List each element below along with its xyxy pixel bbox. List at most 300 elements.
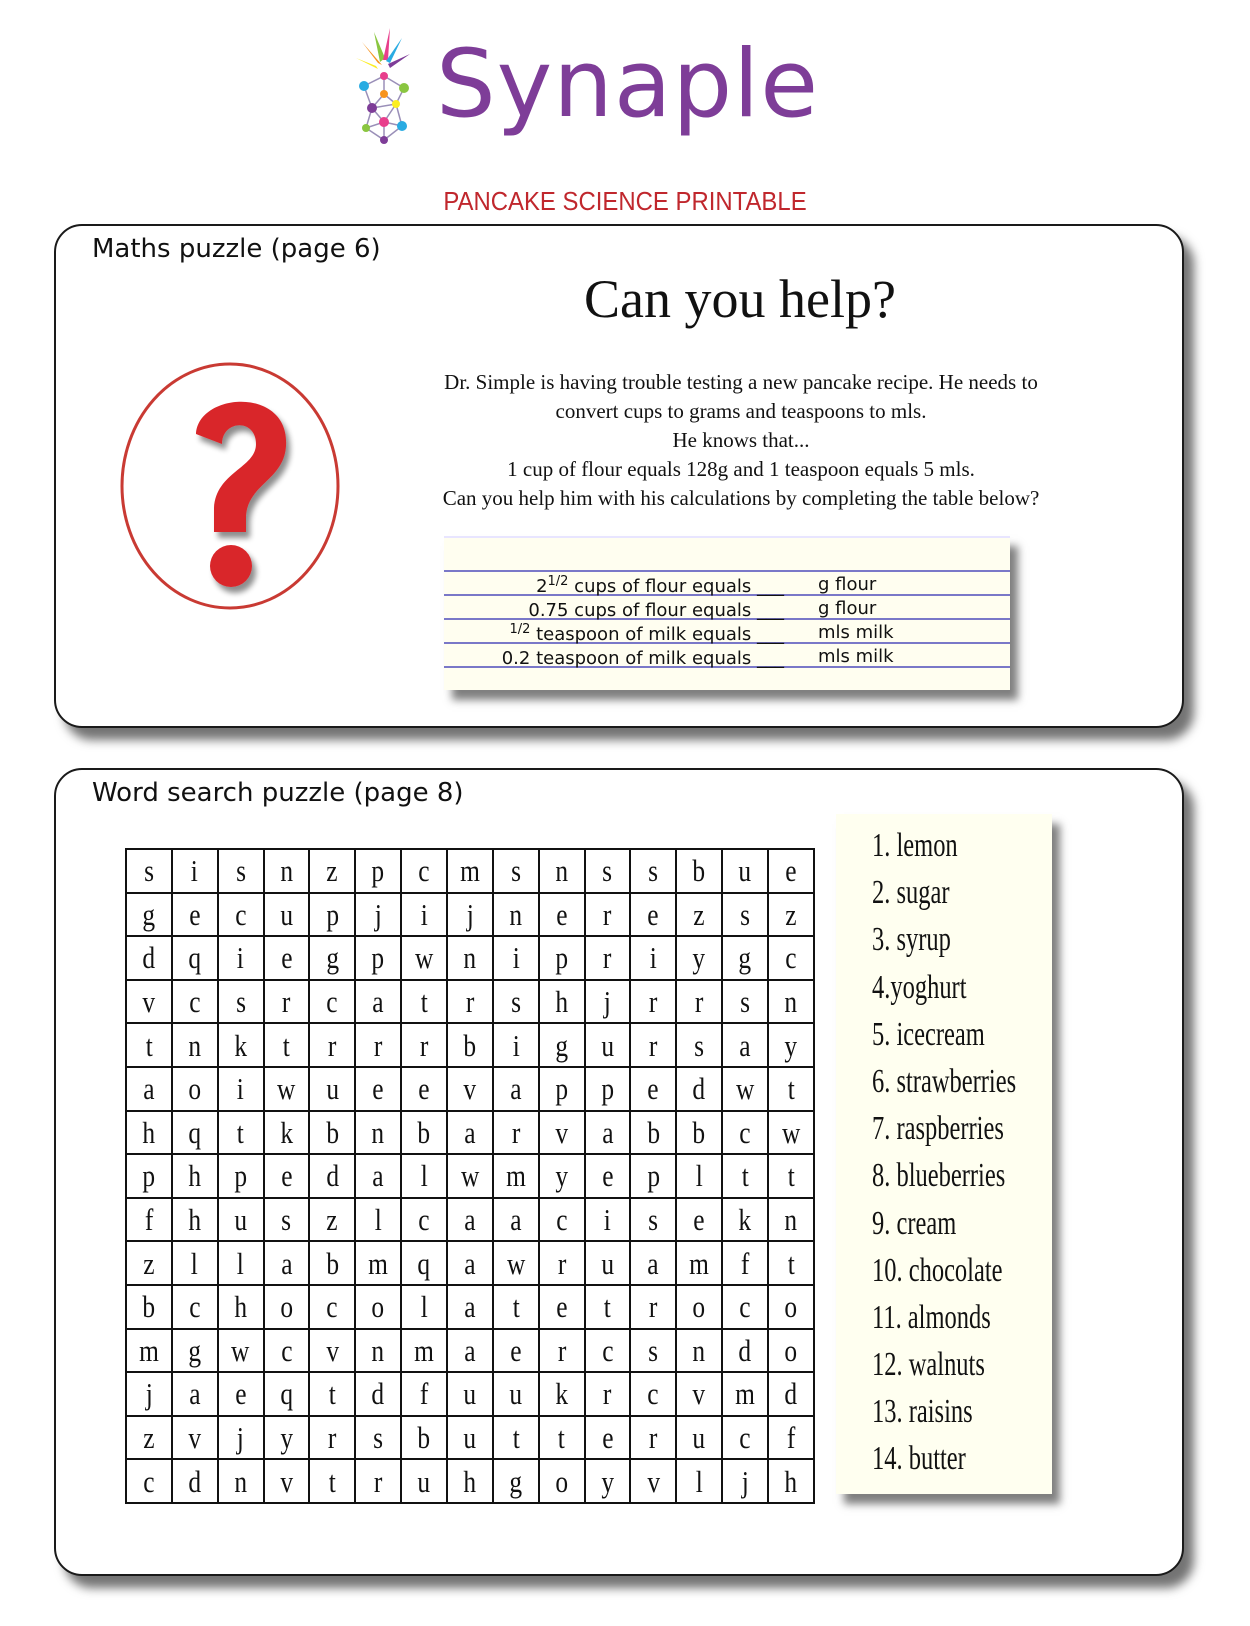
grid-cell[interactable] (493, 936, 539, 980)
grid-cell[interactable] (401, 1372, 447, 1416)
grid-cell[interactable] (172, 1416, 218, 1460)
grid-cell[interactable] (447, 1023, 493, 1067)
grid-letter: b (326, 1114, 339, 1150)
grid-cell[interactable] (401, 1067, 447, 1111)
grid-letter: v (280, 1463, 293, 1499)
grid-cell[interactable] (126, 893, 172, 937)
grid-cell[interactable] (126, 1023, 172, 1067)
grid-cell[interactable] (447, 936, 493, 980)
grid-cell[interactable] (264, 1154, 310, 1198)
grid-cell[interactable] (493, 1241, 539, 1285)
grid-cell[interactable] (585, 1329, 631, 1373)
grid-cell[interactable] (447, 980, 493, 1024)
grid-cell[interactable] (172, 1154, 218, 1198)
word-list-item: 1. lemon (872, 827, 958, 864)
grid-letter: c (234, 896, 247, 932)
grid-cell[interactable] (447, 1372, 493, 1416)
grid-cell[interactable] (722, 1198, 768, 1242)
grid-cell[interactable] (676, 1285, 722, 1329)
grid-letter: t (328, 1376, 336, 1412)
grid-cell[interactable] (126, 1372, 172, 1416)
grid-cell[interactable] (355, 1329, 401, 1373)
grid-cell[interactable] (172, 1285, 218, 1329)
grid-cell[interactable] (309, 1198, 355, 1242)
grid-cell[interactable] (355, 1111, 401, 1155)
grid-letter: d (784, 1376, 798, 1412)
grid-cell[interactable] (447, 1067, 493, 1111)
grid-cell[interactable] (585, 980, 631, 1024)
grid-letter: r (328, 1420, 337, 1456)
grid-cell[interactable] (722, 1241, 768, 1285)
grid-letter: j (466, 896, 474, 932)
grid-letter: f (144, 1202, 154, 1238)
grid-cell[interactable] (401, 1023, 447, 1067)
grid-letter: f (419, 1376, 429, 1412)
grid-cell[interactable] (630, 1241, 676, 1285)
word-search-grid (125, 848, 815, 1504)
grid-cell[interactable] (493, 1285, 539, 1329)
word-search-panel-title: Word search puzzle (page 8) (92, 778, 464, 808)
grid-cell[interactable] (585, 1372, 631, 1416)
conversion-unit: mls milk (818, 622, 894, 643)
grid-cell[interactable] (722, 1154, 768, 1198)
grid-letter: s (648, 1202, 659, 1238)
grid-cell[interactable] (539, 1198, 585, 1242)
grid-cell[interactable] (355, 1154, 401, 1198)
grid-cell[interactable] (493, 980, 539, 1024)
grid-cell[interactable] (218, 1198, 264, 1242)
grid-letter: p (326, 896, 339, 932)
grid-cell[interactable] (493, 1067, 539, 1111)
grid-cell[interactable] (126, 1111, 172, 1155)
grid-cell[interactable] (539, 1023, 585, 1067)
grid-cell[interactable] (309, 1067, 355, 1111)
grid-letter: s (143, 853, 154, 889)
grid-letter: a (510, 1071, 522, 1107)
grid-cell[interactable] (218, 1372, 264, 1416)
grid-cell[interactable] (676, 1416, 722, 1460)
word-list (872, 822, 1072, 1483)
grid-cell[interactable] (630, 1285, 676, 1329)
grid-letter: z (143, 1245, 155, 1281)
grid-row (126, 1416, 814, 1460)
grid-cell[interactable] (630, 1023, 676, 1067)
grid-letter: p (555, 940, 569, 976)
grid-cell[interactable] (355, 1241, 401, 1285)
grid-cell[interactable] (309, 1023, 355, 1067)
grid-cell[interactable] (768, 1067, 814, 1111)
grid-cell[interactable] (264, 1285, 310, 1329)
grid-letter: e (647, 1071, 659, 1107)
grid-cell[interactable] (264, 1241, 310, 1285)
grid-cell[interactable] (676, 1023, 722, 1067)
grid-cell[interactable] (493, 893, 539, 937)
grid-cell[interactable] (768, 1154, 814, 1198)
grid-cell[interactable] (676, 849, 722, 893)
grid-cell[interactable] (218, 849, 264, 893)
grid-cell[interactable] (218, 1154, 264, 1198)
grid-cell[interactable] (768, 1329, 814, 1373)
grid-cell[interactable] (172, 1198, 218, 1242)
grid-letter: r (373, 1463, 383, 1499)
grid-cell[interactable] (264, 1198, 310, 1242)
grid-letter: t (328, 1463, 336, 1499)
grid-cell[interactable] (264, 1111, 310, 1155)
grid-cell[interactable] (172, 849, 218, 893)
grid-cell[interactable] (539, 1416, 585, 1460)
grid-cell[interactable] (585, 849, 631, 893)
grid-cell[interactable] (447, 849, 493, 893)
grid-letter: o (371, 1289, 385, 1325)
grid-cell[interactable] (309, 1372, 355, 1416)
grid-cell[interactable] (768, 1372, 814, 1416)
grid-cell[interactable] (676, 1198, 722, 1242)
grid-cell[interactable] (218, 1329, 264, 1373)
grid-letter: g (555, 1027, 569, 1063)
grid-cell[interactable] (126, 1241, 172, 1285)
grid-cell[interactable] (539, 936, 585, 980)
grid-cell[interactable] (355, 1198, 401, 1242)
grid-letter: c (601, 1332, 614, 1368)
grid-cell[interactable] (768, 1285, 814, 1329)
grid-cell[interactable] (447, 1329, 493, 1373)
grid-cell[interactable] (630, 1416, 676, 1460)
grid-cell[interactable] (447, 1459, 493, 1503)
grid-cell[interactable] (630, 849, 676, 893)
grid-cell[interactable] (539, 893, 585, 937)
grid-cell[interactable] (630, 1067, 676, 1111)
grid-cell[interactable] (585, 893, 631, 937)
grid-letter: g (142, 896, 156, 932)
page-subtitle: PANCAKE SCIENCE PRINTABLE (443, 186, 807, 216)
grid-cell[interactable] (539, 1285, 585, 1329)
grid-cell[interactable] (585, 1285, 631, 1329)
word-list-item: 8. blueberries (872, 1157, 1006, 1195)
grid-cell[interactable] (539, 1459, 585, 1503)
grid-cell[interactable] (585, 1023, 631, 1067)
grid-letter: r (603, 1376, 612, 1412)
grid-cell[interactable] (355, 1067, 401, 1111)
grid-cell[interactable] (768, 1111, 814, 1155)
grid-cell[interactable] (126, 1459, 172, 1503)
grid-cell[interactable] (676, 1067, 722, 1111)
grid-letter: l (420, 1158, 428, 1194)
grid-cell[interactable] (768, 1023, 814, 1067)
grid-cell[interactable] (539, 1111, 585, 1155)
grid-cell[interactable] (355, 1285, 401, 1329)
grid-cell[interactable] (676, 1329, 722, 1373)
grid-letter: e (785, 853, 797, 889)
grid-letter: n (692, 1332, 706, 1368)
grid-cell[interactable] (493, 1198, 539, 1242)
grid-cell[interactable] (676, 1372, 722, 1416)
grid-cell[interactable] (126, 1416, 172, 1460)
grid-cell[interactable] (676, 1111, 722, 1155)
grid-cell[interactable] (722, 1111, 768, 1155)
grid-letter: s (648, 1332, 659, 1368)
grid-letter: c (739, 1420, 751, 1456)
grid-cell[interactable] (447, 1198, 493, 1242)
grid-cell[interactable] (218, 1023, 264, 1067)
grid-cell[interactable] (309, 849, 355, 893)
grid-cell[interactable] (722, 893, 768, 937)
grid-letter: o (280, 1289, 293, 1325)
grid-cell[interactable] (493, 1372, 539, 1416)
grid-letter: g (738, 940, 752, 976)
grid-letter: w (460, 1158, 480, 1194)
grid-cell[interactable] (309, 936, 355, 980)
grid-cell[interactable] (676, 893, 722, 937)
grid-cell[interactable] (630, 936, 676, 980)
grid-cell[interactable] (309, 1241, 355, 1285)
grid-letter: s (694, 1027, 705, 1063)
grid-cell[interactable] (722, 1329, 768, 1373)
grid-letter: r (694, 984, 704, 1020)
grid-cell[interactable] (264, 1023, 310, 1067)
grid-letter: l (237, 1245, 245, 1281)
grid-cell[interactable] (218, 936, 264, 980)
grid-cell[interactable] (493, 1459, 539, 1503)
grid-cell[interactable] (585, 1067, 631, 1111)
pineapple-molecule-icon (350, 28, 420, 148)
grid-cell[interactable] (172, 1459, 218, 1503)
grid-letter: h (784, 1463, 798, 1499)
grid-cell[interactable] (218, 1285, 264, 1329)
grid-cell[interactable] (630, 1111, 676, 1155)
grid-cell[interactable] (630, 1372, 676, 1416)
grid-cell[interactable] (447, 1416, 493, 1460)
grid-cell[interactable] (172, 936, 218, 980)
grid-letter: z (143, 1420, 155, 1456)
grid-cell[interactable] (539, 1329, 585, 1373)
grid-letter: t (237, 1114, 245, 1150)
grid-cell[interactable] (126, 980, 172, 1024)
grid-cell[interactable] (126, 849, 172, 893)
grid-cell[interactable] (355, 849, 401, 893)
grid-cell[interactable] (172, 1067, 218, 1111)
grid-cell[interactable] (722, 980, 768, 1024)
grid-letter: m (460, 853, 480, 889)
grid-cell[interactable] (585, 1154, 631, 1198)
grid-cell[interactable] (218, 1241, 264, 1285)
conversion-unit: g flour (818, 598, 877, 619)
grid-cell[interactable] (401, 980, 447, 1024)
grid-cell[interactable] (676, 1459, 722, 1503)
grid-cell[interactable] (172, 1111, 218, 1155)
grid-cell[interactable] (309, 1459, 355, 1503)
grid-cell[interactable] (447, 1285, 493, 1329)
grid-cell[interactable] (401, 1329, 447, 1373)
grid-cell[interactable] (264, 1372, 310, 1416)
grid-cell[interactable] (355, 893, 401, 937)
grid-cell[interactable] (630, 1459, 676, 1503)
grid-cell[interactable] (218, 893, 264, 937)
grid-letter: r (603, 940, 612, 976)
grid-cell[interactable] (401, 893, 447, 937)
grid-cell[interactable] (493, 1111, 539, 1155)
grid-cell[interactable] (447, 893, 493, 937)
grid-cell[interactable] (722, 936, 768, 980)
grid-cell[interactable] (722, 1459, 768, 1503)
grid-row (126, 1154, 814, 1198)
grid-row (126, 1023, 814, 1067)
grid-cell[interactable] (401, 936, 447, 980)
grid-letter: n (555, 853, 569, 889)
grid-cell[interactable] (722, 1416, 768, 1460)
grid-cell[interactable] (264, 1416, 310, 1460)
grid-cell[interactable] (630, 1154, 676, 1198)
grid-cell[interactable] (172, 1241, 218, 1285)
grid-cell[interactable] (355, 1023, 401, 1067)
grid-cell[interactable] (401, 1285, 447, 1329)
grid-cell[interactable] (309, 980, 355, 1024)
grid-cell[interactable] (676, 936, 722, 980)
grid-letter: g (188, 1332, 202, 1368)
grid-cell[interactable] (355, 1416, 401, 1460)
grid-cell[interactable] (768, 1198, 814, 1242)
grid-letter: a (464, 1332, 476, 1368)
grid-cell[interactable] (585, 1459, 631, 1503)
grid-cell[interactable] (722, 1023, 768, 1067)
grid-letter: l (374, 1202, 382, 1238)
grid-letter: n (463, 940, 477, 976)
grid-cell[interactable] (218, 1416, 264, 1460)
grid-cell[interactable] (585, 1241, 631, 1285)
grid-cell[interactable] (539, 980, 585, 1024)
grid-cell[interactable] (309, 1329, 355, 1373)
grid-cell[interactable] (401, 1198, 447, 1242)
grid-cell[interactable] (401, 1416, 447, 1460)
grid-letter: m (735, 1376, 755, 1412)
grid-cell[interactable] (126, 1329, 172, 1373)
grid-cell[interactable] (126, 1198, 172, 1242)
grid-cell[interactable] (401, 849, 447, 893)
grid-cell[interactable] (309, 1416, 355, 1460)
grid-cell[interactable] (172, 1023, 218, 1067)
grid-cell[interactable] (630, 1198, 676, 1242)
grid-cell[interactable] (309, 893, 355, 937)
grid-cell[interactable] (264, 1067, 310, 1111)
word-list-item: 12. walnuts (872, 1346, 985, 1384)
grid-cell[interactable] (630, 893, 676, 937)
grid-cell[interactable] (126, 1154, 172, 1198)
grid-cell[interactable] (264, 1459, 310, 1503)
grid-cell[interactable] (264, 936, 310, 980)
grid-letter: e (556, 896, 568, 932)
grid-cell[interactable] (218, 1459, 264, 1503)
grid-letter: r (419, 1027, 429, 1063)
grid-cell[interactable] (264, 980, 310, 1024)
grid-cell[interactable] (539, 1241, 585, 1285)
conversion-text: cups of flour equals ___ (568, 576, 784, 597)
grid-cell[interactable] (585, 1111, 631, 1155)
grid-cell[interactable] (264, 1329, 310, 1373)
grid-cell[interactable] (768, 1241, 814, 1285)
grid-cell[interactable] (676, 1154, 722, 1198)
grid-cell[interactable] (539, 849, 585, 893)
grid-cell[interactable] (768, 980, 814, 1024)
grid-letter: e (510, 1332, 522, 1368)
grid-cell[interactable] (585, 1416, 631, 1460)
grid-cell[interactable] (309, 1154, 355, 1198)
grid-cell[interactable] (172, 1372, 218, 1416)
grid-cell[interactable] (539, 1067, 585, 1111)
grid-cell[interactable] (355, 936, 401, 980)
grid-cell[interactable] (722, 1067, 768, 1111)
grid-cell[interactable] (447, 1111, 493, 1155)
grid-cell[interactable] (630, 980, 676, 1024)
grid-cell[interactable] (218, 1067, 264, 1111)
grid-cell[interactable] (401, 1241, 447, 1285)
grid-cell[interactable] (447, 1241, 493, 1285)
grid-cell[interactable] (585, 936, 631, 980)
grid-cell[interactable] (493, 1416, 539, 1460)
grid-cell[interactable] (401, 1154, 447, 1198)
grid-letter: t (741, 1158, 749, 1194)
grid-cell[interactable] (355, 1372, 401, 1416)
grid-cell[interactable] (401, 1459, 447, 1503)
grid-cell[interactable] (355, 980, 401, 1024)
grid-cell[interactable] (126, 1285, 172, 1329)
grid-cell[interactable] (309, 1285, 355, 1329)
grid-cell[interactable] (493, 1154, 539, 1198)
grid-cell[interactable] (218, 980, 264, 1024)
grid-cell[interactable] (355, 1459, 401, 1503)
grid-letter: e (556, 1289, 568, 1325)
grid-cell[interactable] (447, 1154, 493, 1198)
grid-cell[interactable] (493, 1023, 539, 1067)
maths-instructions-line: 1 cup of flour equals 128g and 1 teaspoon equals 5 mls. (507, 457, 975, 481)
grid-cell[interactable] (630, 1329, 676, 1373)
grid-cell[interactable] (768, 1459, 814, 1503)
grid-letter: z (326, 853, 339, 889)
grid-letter: u (601, 1245, 614, 1281)
grid-letter: s (648, 853, 659, 889)
grid-cell[interactable] (493, 849, 539, 893)
grid-cell[interactable] (172, 980, 218, 1024)
grid-letter: u (326, 1071, 339, 1107)
grid-cell[interactable] (676, 980, 722, 1024)
grid-cell[interactable] (126, 936, 172, 980)
grid-cell[interactable] (539, 1372, 585, 1416)
grid-cell[interactable] (126, 1067, 172, 1111)
grid-cell[interactable] (539, 1154, 585, 1198)
grid-letter: v (692, 1376, 706, 1412)
grid-cell[interactable] (768, 1416, 814, 1460)
grid-cell[interactable] (722, 849, 768, 893)
grid-cell[interactable] (309, 1111, 355, 1155)
grid-cell[interactable] (722, 1285, 768, 1329)
grid-cell[interactable] (264, 849, 310, 893)
grid-row (126, 1067, 814, 1111)
grid-letter: e (372, 1071, 384, 1107)
grid-cell[interactable] (768, 849, 814, 893)
grid-cell[interactable] (401, 1111, 447, 1155)
grid-cell[interactable] (585, 1198, 631, 1242)
grid-cell[interactable] (768, 893, 814, 937)
grid-cell[interactable] (218, 1111, 264, 1155)
grid-letter: s (281, 1202, 292, 1238)
grid-cell[interactable] (768, 936, 814, 980)
grid-cell[interactable] (172, 1329, 218, 1373)
grid-cell[interactable] (722, 1372, 768, 1416)
grid-cell[interactable] (172, 893, 218, 937)
grid-letter: z (693, 896, 705, 932)
grid-cell[interactable] (676, 1241, 722, 1285)
grid-cell[interactable] (493, 1329, 539, 1373)
grid-letter: h (188, 1158, 202, 1194)
grid-cell[interactable] (264, 893, 310, 937)
